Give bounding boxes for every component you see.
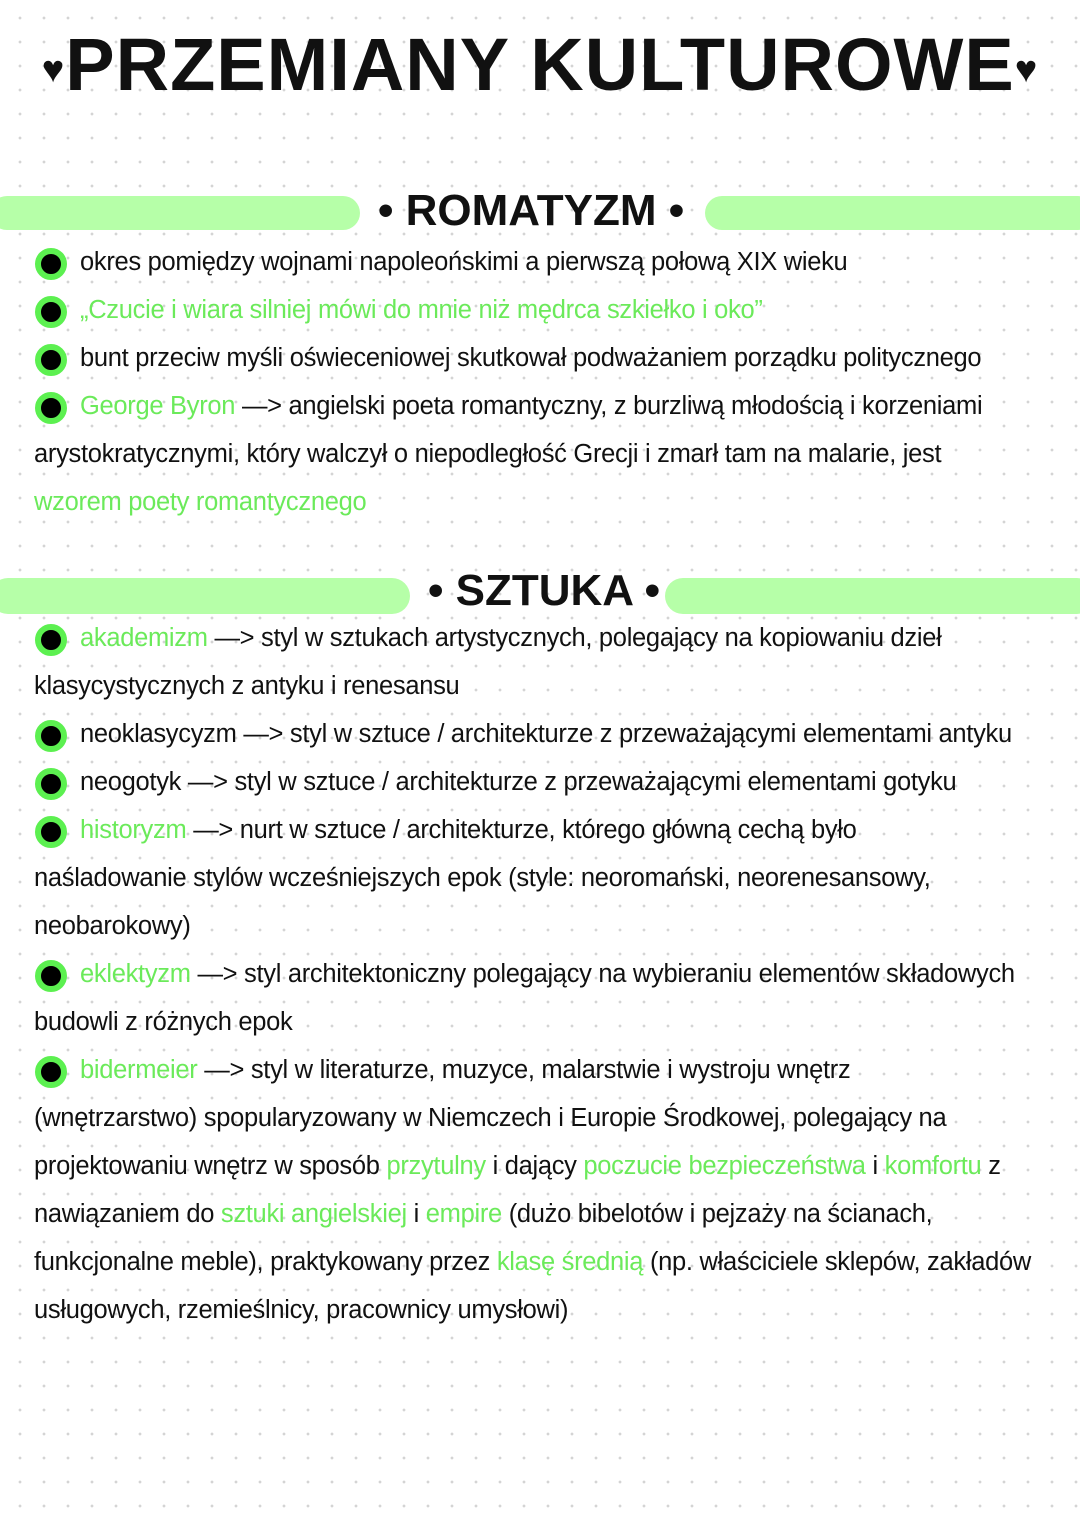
highlighted-term: eklektyzm bbox=[80, 960, 191, 988]
section-heading-text: SZTUKA bbox=[455, 566, 633, 615]
note-text: naśladowanie stylów wcześniejszych epok (style: neoromański, neorenesansowy, bbox=[34, 864, 931, 892]
bullet-icon bbox=[35, 624, 67, 656]
note-text: (np. właściciele sklepów, zakładów bbox=[643, 1248, 1031, 1276]
note-text: projektowaniu wnętrz w sposób bbox=[34, 1152, 387, 1180]
page-title-text: PRZEMIANY KULTUROWE bbox=[65, 23, 1015, 106]
note-text: (dużo bibelotów i pejzaży na ścianach, bbox=[501, 1200, 933, 1228]
note-line bbox=[80, 338, 981, 378]
highlighted-term: George Byron bbox=[80, 392, 236, 420]
section-bar-right bbox=[665, 578, 1080, 614]
note-line bbox=[80, 242, 847, 282]
note-text: funkcjonalne meble), praktykowany przez bbox=[34, 1248, 497, 1276]
note-line bbox=[34, 1194, 932, 1234]
note-text: nawiązaniem do bbox=[34, 1200, 221, 1228]
section-heading-text: ROMATYZM bbox=[405, 186, 657, 235]
note-line bbox=[34, 1242, 1031, 1282]
note-line bbox=[34, 858, 931, 898]
section-heading-romantyzm bbox=[378, 186, 684, 236]
note-line bbox=[80, 714, 1012, 754]
note-text: i bbox=[406, 1200, 426, 1228]
note-line bbox=[80, 762, 956, 802]
note-line bbox=[34, 434, 941, 474]
note-line bbox=[80, 1050, 850, 1090]
heart-icon: • bbox=[668, 186, 685, 235]
note-line bbox=[34, 666, 459, 706]
highlighted-term: przytulny bbox=[386, 1152, 486, 1180]
note-line bbox=[80, 618, 942, 658]
note-line bbox=[80, 290, 763, 330]
highlighted-term: akademizm bbox=[80, 624, 208, 652]
note-text: —> styl w literaturze, muzyce, malarstwie i wystroju wnętrz bbox=[197, 1056, 851, 1084]
bullet-icon bbox=[35, 768, 67, 800]
note-text: budowli z różnych epok bbox=[34, 1008, 293, 1036]
highlighted-term: poczucie bezpieczeństwa bbox=[583, 1152, 866, 1180]
note-text: z bbox=[981, 1152, 1001, 1180]
note-line bbox=[34, 482, 366, 522]
highlighted-term: klasę średnią bbox=[496, 1248, 644, 1276]
bullet-icon bbox=[35, 344, 67, 376]
bullet-icon bbox=[35, 960, 67, 992]
note-line bbox=[34, 1146, 1001, 1186]
note-text: klasycystycznych z antyku i renesansu bbox=[34, 672, 460, 700]
note-text: arystokratycznymi, który walczył o niepodległość Grecji i zmarł tam na malarie, jest bbox=[34, 440, 942, 468]
highlighted-term: komfortu bbox=[884, 1152, 982, 1180]
bullet-icon bbox=[35, 392, 67, 424]
note-line bbox=[80, 810, 857, 850]
note-line bbox=[80, 954, 1015, 994]
note-text: neobarokowy) bbox=[34, 912, 191, 940]
section-bar-left bbox=[0, 196, 360, 230]
note-text: i dający bbox=[485, 1152, 584, 1180]
highlighted-term: sztuki angielskiej bbox=[220, 1200, 407, 1228]
note-text: neoklasycyzm —> styl w sztuce / architekturze z przeważającymi elementami antyku bbox=[80, 720, 1012, 748]
section-bar-left bbox=[0, 578, 410, 614]
note-text: —> styl architektoniczny polegający na wybieraniu elementów składowych bbox=[190, 960, 1015, 988]
bullet-icon bbox=[35, 1056, 67, 1088]
note-text: bunt przeciw myśli oświeceniowej skutkował podważaniem porządku politycznego bbox=[80, 344, 982, 372]
note-text: i bbox=[865, 1152, 885, 1180]
bullet-icon bbox=[35, 720, 67, 752]
note-text: usługowych, rzemieślnicy, pracownicy umysłowi) bbox=[34, 1296, 569, 1324]
note-line bbox=[34, 1290, 568, 1330]
bullet-icon bbox=[35, 296, 67, 328]
section-bar-right bbox=[705, 196, 1080, 230]
highlighted-term: wzorem poety romantycznego bbox=[34, 488, 367, 516]
note-line bbox=[34, 1098, 946, 1138]
note-line bbox=[34, 1002, 292, 1042]
bullet-icon bbox=[35, 816, 67, 848]
highlighted-term: bidermeier bbox=[80, 1056, 198, 1084]
highlighted-term: „Czucie i wiara silniej mówi do mnie niż mędrca szkiełko i oko” bbox=[80, 296, 763, 324]
note-line bbox=[34, 906, 191, 946]
note-text: —> nurt w sztuce / architekturze, którego główną cechą było bbox=[186, 816, 857, 844]
note-text: (wnętrzarstwo) spopularyzowany w Niemczech i Europie Środkowej, polegający na bbox=[34, 1104, 947, 1132]
heart-icon: • bbox=[644, 566, 661, 615]
note-text: —> angielski poeta romantyczny, z burzliwą młodością i korzeniami bbox=[235, 392, 983, 420]
heart-icon: • bbox=[428, 566, 444, 615]
highlighted-term: empire bbox=[425, 1200, 502, 1228]
highlighted-term: historyzm bbox=[80, 816, 187, 844]
note-line bbox=[80, 386, 982, 426]
heart-icon: • bbox=[378, 186, 394, 235]
bullet-icon bbox=[35, 248, 67, 280]
section-heading-sztuka bbox=[428, 566, 660, 616]
heart-icon: ♥ bbox=[1014, 48, 1039, 91]
note-text: neogotyk —> styl w sztuce / architekturze z przeważającymi elementami gotyku bbox=[80, 768, 957, 796]
note-text: okres pomiędzy wojnami napoleońskimi a pierwszą połową XIX wieku bbox=[80, 248, 848, 276]
note-text: —> styl w sztukach artystycznych, polegający na kopiowaniu dzieł bbox=[207, 624, 942, 652]
heart-icon: ♥ bbox=[41, 48, 66, 91]
page-title bbox=[0, 22, 1080, 107]
